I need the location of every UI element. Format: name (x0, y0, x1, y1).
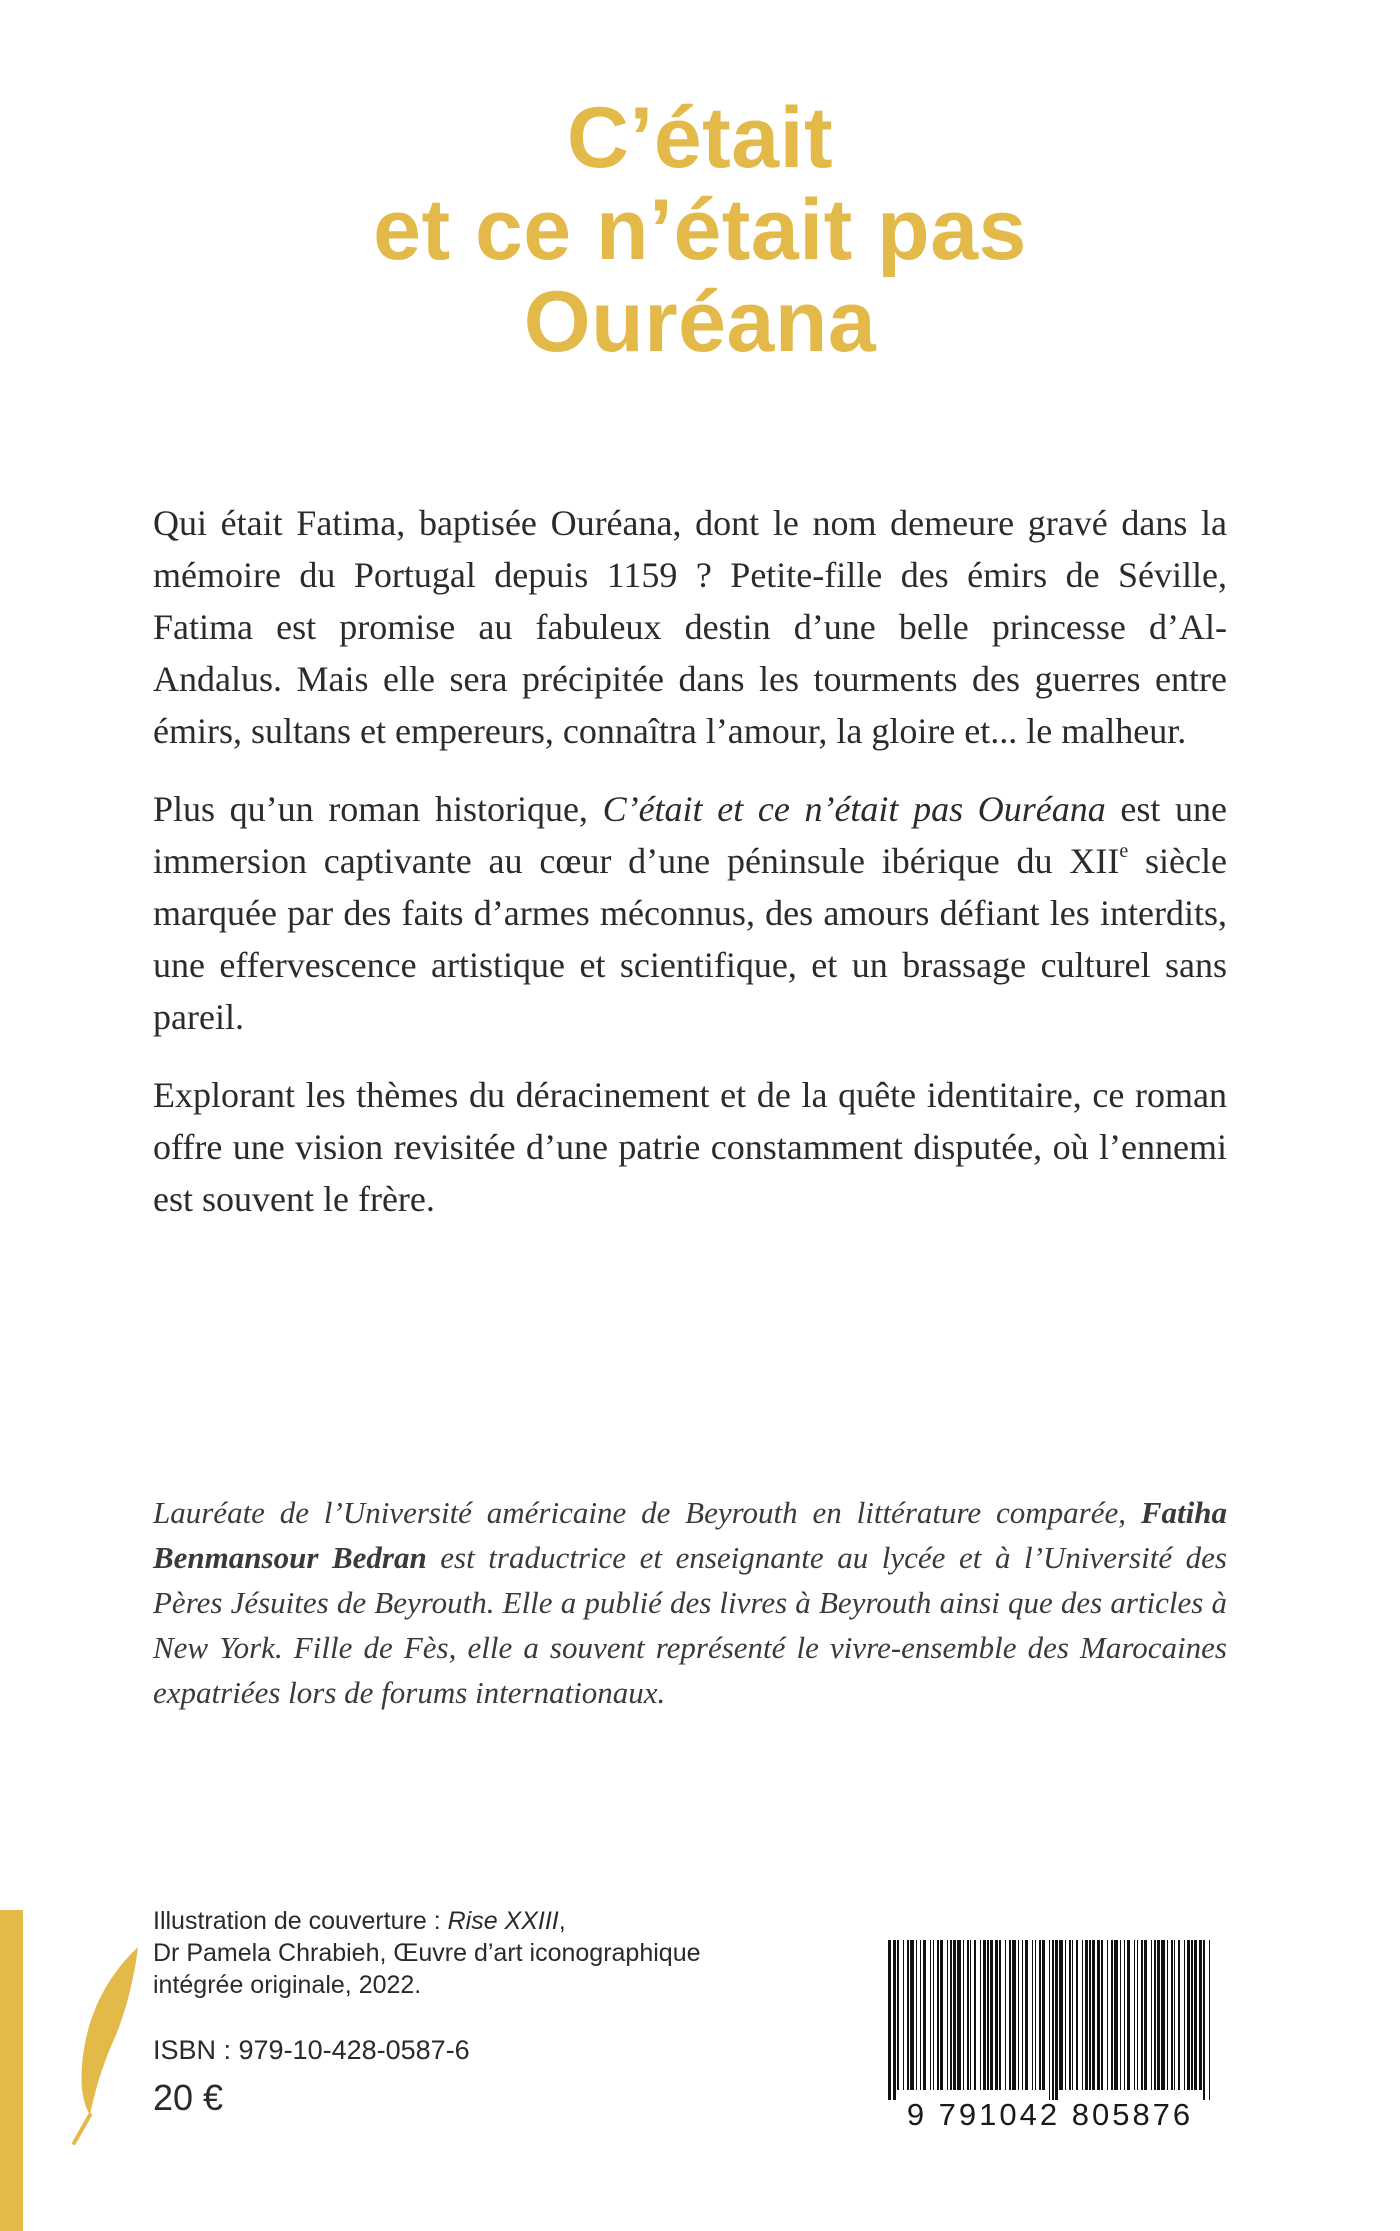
book-summary (153, 497, 1227, 1251)
barcode-bar (967, 1940, 969, 2090)
barcode-bar (1107, 1940, 1108, 2090)
barcode-bar (1039, 1940, 1041, 2090)
barcode-bar (1187, 1940, 1190, 2090)
barcode-bar (963, 1940, 964, 2090)
barcode-bar (999, 1940, 1001, 2090)
summary-paragraph-1: Qui était Fatima, baptisée Ouréana, dont le nom demeure gravé dans la mémoire du Portugal depuis 1159 ? Petite-fille des émirs de Séville, Fatima est promise au fabuleux destin d’une belle princesse d’Al-Andalus. Mais elle sera précipitée dans les tourments des guerres entre émirs, sultans et empereurs, connaîtra l’amour, la gloire et... le malheur. (153, 503, 1227, 751)
barcode-bar (957, 1940, 961, 2090)
credits-line-1 (153, 1905, 853, 1937)
barcode-bar (1171, 1940, 1173, 2090)
barcode-bar (930, 1940, 931, 2090)
barcode-bar (1018, 1940, 1019, 2090)
barcode-bar (1049, 1940, 1050, 2100)
barcode-bar (1194, 1940, 1197, 2090)
title-line-3: Ouréana (523, 274, 877, 370)
barcode-bar (1203, 1940, 1205, 2100)
barcode-bar (1154, 1940, 1156, 2090)
barcode-bar (1191, 1940, 1193, 2090)
barcode-bar (1032, 1940, 1033, 2090)
barcode-bar (1005, 1940, 1006, 2090)
barcode-bar (1065, 1940, 1066, 2090)
summary-paragraph-2 (153, 783, 1227, 1043)
barcode-bar (910, 1940, 914, 2090)
barcode-bar (1184, 1940, 1185, 2090)
bio-end: est traductrice et enseignante au lycée et à l’Université des Pères Jésuites de Beyrouth. Elle a publié des livres à Beyrouth ainsi que des articles à New York. Fille de Fès, elle a souvent représenté le vivre-ensemble des Marocaines expatriées lors de forums internationaux. (153, 1540, 1227, 1710)
summary-p2-middle: est une immersion captivante au cœur d’une péninsule ibérique du XII (153, 789, 1228, 881)
barcode-bar (893, 1940, 896, 2100)
barcode-bar (974, 1940, 976, 2090)
barcode-digits: 9 791042 805876 (906, 2097, 1194, 2132)
barcode-bar (1076, 1940, 1078, 2090)
author-bio (153, 1490, 1227, 1715)
barcode-bar (947, 1940, 948, 2090)
barcode-bar (987, 1940, 989, 2090)
barcode-bar (1161, 1940, 1165, 2090)
barcode-bar (1199, 1940, 1202, 2090)
barcode-bar (980, 1940, 981, 2090)
barcode-bar (1035, 1940, 1036, 2090)
barcode-bar (1069, 1940, 1071, 2090)
book-title (0, 92, 1400, 368)
bio-start: Lauréate de l’Université américaine de Beyrouth en littérature comparée, (153, 1495, 1141, 1530)
summary-p2-end: siècle marquée par des faits d’armes méconnus, des amours défiant les interdits, une effervescence artistique et scientifique, et un brassage culturel sans pareil. (153, 841, 1227, 1037)
barcode-bar (1209, 1940, 1210, 2100)
barcode-bar (1174, 1940, 1175, 2090)
isbn-text: ISBN : 979-10-428-0587-6 (153, 2035, 470, 2065)
barcode-bar (990, 1940, 993, 2090)
barcode-bar (1167, 1940, 1168, 2090)
barcode-bar (1101, 1940, 1103, 2090)
barcode-bar (1134, 1940, 1135, 2090)
credits-line-3: intégrée originale, 2022. (153, 1971, 422, 1999)
summary-p2-superscript: e (1119, 840, 1129, 862)
barcode-bar (920, 1940, 921, 2090)
barcode-bar (983, 1940, 986, 2090)
barcode-bar (933, 1940, 934, 2090)
barcode-bar (1022, 1940, 1023, 2090)
summary-p2-title-italic: C’était et ce n’était pas Ouréana (602, 789, 1106, 829)
barcode-bar (1124, 1940, 1125, 2090)
barcode-bar (1097, 1940, 1100, 2090)
barcode-bar (950, 1940, 952, 2090)
barcode-bar (1009, 1940, 1011, 2090)
barcode-bar (897, 1940, 899, 2090)
barcode-bar (940, 1940, 943, 2090)
barcode-bar (1127, 1940, 1130, 2090)
title-line-1: C’était (566, 90, 834, 186)
feather-icon (68, 1945, 148, 2145)
barcode-bar (1089, 1940, 1091, 2090)
barcode-bar (1178, 1940, 1180, 2090)
barcode-bar (1042, 1940, 1045, 2090)
title-line-2: et ce n’était pas (373, 182, 1027, 278)
cover-credits (153, 1905, 853, 2001)
barcode-bar (970, 1940, 971, 2090)
barcode-bar (1012, 1940, 1016, 2090)
price-text: 20 € (153, 2077, 224, 2118)
barcode-bar (937, 1940, 939, 2090)
barcode-bar (1085, 1940, 1088, 2090)
barcode-bar (907, 1940, 909, 2090)
barcode-bar (1111, 1940, 1113, 2090)
barcode-bar (923, 1940, 926, 2090)
credits-artwork-title: Rise XXIII (447, 1907, 559, 1935)
barcode-bar (1082, 1940, 1083, 2090)
barcode-bar (903, 1940, 904, 2090)
summary-p2-start: Plus qu’un roman historique, (153, 789, 603, 829)
credits-prefix: Illustration de couverture : (153, 1907, 448, 1935)
barcode-bar (1144, 1940, 1147, 2090)
barcode-bar (1052, 1940, 1054, 2100)
barcode-bar (916, 1940, 917, 2090)
barcode-bar (1114, 1940, 1118, 2090)
barcode-bar (1092, 1940, 1095, 2090)
author-name: Fatiha Benmansour Bedran (153, 1495, 1227, 1575)
barcode-bar (1055, 1940, 1058, 2100)
barcode-bar (1025, 1940, 1028, 2090)
barcode-bar (1157, 1940, 1160, 2090)
credits-comma: , (558, 1907, 566, 1935)
barcode-bar (1072, 1940, 1073, 2090)
barcode-bar (1151, 1940, 1152, 2090)
barcode-bar (953, 1940, 956, 2090)
accent-side-bar (0, 1910, 23, 2231)
barcode-bar (888, 1940, 891, 2100)
credits-line-2: Dr Pamela Chrabieh, Œuvre d’art iconographique (153, 1939, 701, 1967)
barcode-bar (1141, 1940, 1143, 2090)
summary-paragraph-3: Explorant les thèmes du déracinement et de la quête identitaire, ce roman offre une vision revisitée d’une patrie constamment disputée, où l’ennemi est souvent le frère. (153, 1075, 1227, 1219)
barcode-bar (995, 1940, 998, 2090)
barcode-bar (1120, 1940, 1121, 2090)
barcode-bar (1059, 1940, 1063, 2090)
barcode-bar (1137, 1940, 1138, 2090)
